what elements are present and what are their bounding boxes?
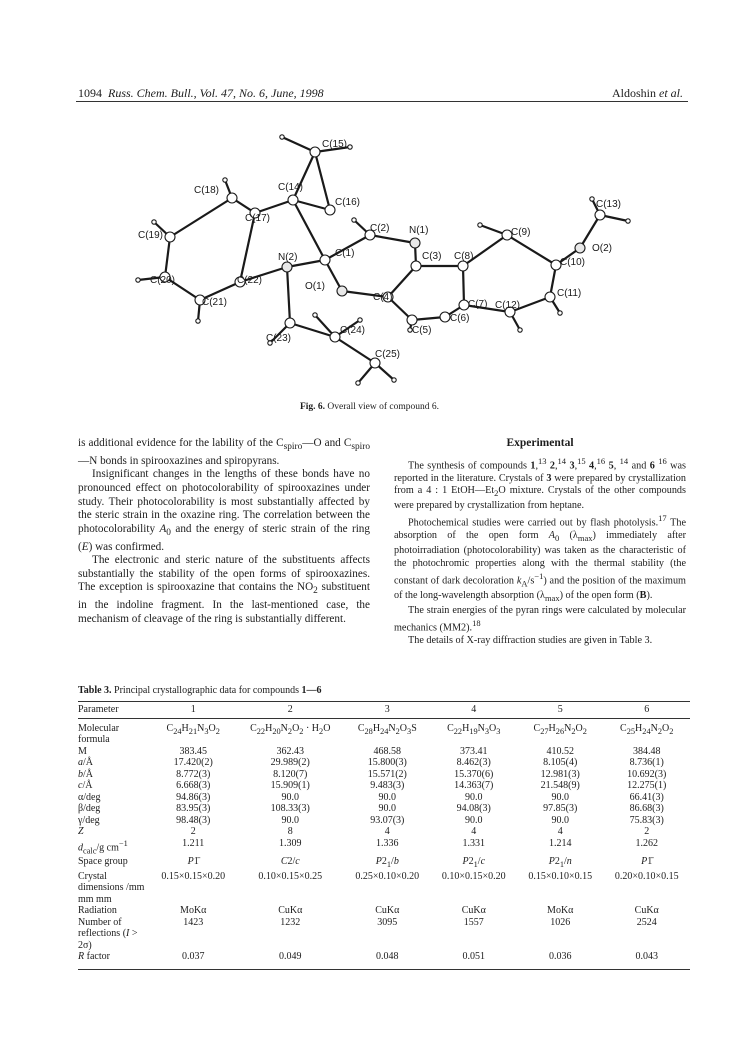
table-row [78,792,690,804]
table-cell-value: 2 [644,826,650,837]
table-cell-value: MoKα [547,905,574,917]
table-cell-value: 4 [557,826,563,837]
header-rule [76,101,688,102]
atom-label: C(20) [150,275,176,286]
table-cell-value: $C_{24}H_{21}N_3O_2$ [166,722,220,736]
atom-c14 [288,195,298,205]
atom-c11 [545,292,555,302]
table-cell-value: 1.262 [635,837,658,849]
atom-label: C(6) [450,313,470,324]
table-cell-value: $P2_1/c$ [462,856,486,870]
hydrogen-atom [136,278,140,282]
atom-label: C(3) [422,251,442,262]
table-cell-parameter: Molecular formula [78,722,120,745]
table-header-parameter: Parameter [78,702,150,719]
table-row [78,951,690,969]
table-cell-value: 1423 [183,916,204,928]
atom-label: C(4) [373,292,393,303]
table-cell-value: $C_{22}H_{20}N_2O_2 \cdot H_2O$ [250,722,331,736]
table-cell-value: 1557 [463,916,484,928]
table-cell-parameter: R factor [78,951,150,969]
table-cell-value: 1.331 [462,837,486,849]
table-row [78,871,690,906]
bond-line [335,337,375,363]
table-cell-value: 83.95(3) [176,803,211,814]
table-cell-value: 86.68(3) [629,803,664,814]
table-cell-value: 2524 [636,916,657,928]
table-cell-value: 29.989(2) [270,757,310,768]
experimental-heading: Experimental [506,437,574,449]
hydrogen-atom [348,145,352,149]
table-cell-value: $C_{22}H_{19}N_3O_3$ [447,722,501,736]
hydrogen-atom [358,318,362,322]
table-cell-value: C2/c [280,856,300,868]
table-row [78,917,690,952]
table-cell-value: 0.051 [431,951,517,969]
table-row [78,826,690,838]
table-cell-parameter: $d_{calc}/g$ $cm^{-1}$ [78,838,128,855]
hydrogen-atom [223,178,227,182]
table-cell-value: 90.0 [465,791,483,803]
atom-label: C(2) [370,223,390,234]
atom-o2 [575,243,585,253]
table-cell-value: 0.20×0.10×0.15 [614,870,679,882]
hydrogen-atom [313,313,317,317]
table-cell-value: 94.08(3) [456,803,491,814]
crystallographic-data-table [78,701,690,970]
table-cell-parameter: c/Å [78,780,93,791]
table-header-compound-3: 3 [344,702,430,719]
table-cell-value: 90.0 [378,791,397,803]
table-header-row [78,702,690,719]
atom-c6 [440,312,450,322]
table-cell-value: 17.420(2) [173,757,213,768]
table-row [78,815,690,827]
table-cell-parameter: β/deg [78,803,101,814]
atom-c13 [595,210,605,220]
table-header-compound-1: 1 [150,702,236,719]
table-row [78,746,690,758]
table-cell-value: 15.370(6) [454,768,494,780]
atom-c19 [165,232,175,242]
table-cell-value: 0.15×0.15×0.20 [161,870,226,882]
left-paragraph-3: The electronic and steric nature of the substituents affects substantially the stability of the open forms of spirooxazines. The exception is spirooxazine that contains the $NO_2$ substituent in the indoline fragment. In the last-mentioned case, the mechanism of cleavage of the ring is substantially different. [78,554,371,625]
table-cell-value: 8.120(7) [273,768,308,780]
table-cell-value: 0.043 [603,951,690,969]
table-cell-value: 468.58 [373,745,402,757]
table-row [78,838,690,857]
atom-label: O(2) [592,243,612,254]
table-cell-value: 373.41 [460,745,488,757]
atom-n1 [410,238,420,248]
table-cell-parameter: Space group [78,856,128,868]
atom-c8 [458,261,468,271]
table-cell-value: CuKα [461,905,486,917]
hydrogen-atom [280,135,284,139]
atom-o1 [337,286,347,296]
right-column [394,437,686,648]
table-cell-value: 15.909(1) [270,780,310,791]
table-cell-value: 8.462(3) [456,757,491,768]
table-cell-value: 75.83(3) [629,814,664,826]
table-cell-value: 10.692(3) [627,768,667,780]
table-cell-value: 1.336 [376,837,399,849]
atom-label: C(16) [335,197,361,208]
running-author: Aldoshin et al. [611,86,683,100]
table-cell-parameter: Crystal dimensions /mm mm mm [78,870,145,905]
atom-c16 [325,205,335,215]
table-cell-value: 90.0 [378,803,397,814]
table-cell-value: 1.211 [182,837,205,849]
atom-label: C(11) [557,288,582,299]
hydrogen-atom [478,223,482,227]
table-cell-value: 15.571(2) [367,768,407,780]
table-cell-value: 12.275(1) [627,780,667,791]
table-row [78,905,690,917]
table-cell-value: CuKα [375,905,400,917]
atom-c23 [285,318,295,328]
table-cell-value: P1̄ [641,856,653,868]
table-cell-value: 6.668(3) [176,780,211,791]
table-cell-value: 0.048 [344,951,430,969]
atom-label: C(10) [560,257,586,268]
table-cell-parameter: Z [78,826,84,837]
table-cell-value: 15.800(3) [367,757,407,768]
atom-label: C(5) [412,325,432,336]
table-cell-value: CuKα [278,905,303,917]
bond-line [165,237,170,277]
atom-label: C(7) [468,299,488,310]
table-cell-value: 0.25×0.10×0.20 [355,870,420,882]
table-cell-value: $C_{27}H_{26}N_2O_2$ [533,722,587,736]
table-cell-value: 1232 [280,916,301,928]
figure-caption-label: Fig. 6. [299,402,326,412]
bond-line [170,198,232,237]
atom-label: C(21) [202,297,228,308]
bond-line [255,200,293,213]
molecule-structure-figure [130,125,640,390]
table-caption-label: Table 3. [78,685,112,696]
right-paragraph-3: The strain energies of the pyran rings were calculated by molecular mechanics (MM2).$^{18}$ [394,604,686,634]
table-header-compound-4: 4 [431,702,517,719]
table-row [78,803,690,815]
atom-label: O(1) [305,281,325,292]
table-cell-value: $P2_1/b$ [375,856,399,870]
table-cell-value: 0.10×0.15×0.20 [441,870,506,882]
right-paragraph-1: The synthesis of compounds 1,13 2,14 3,15 4,16 5, $^{14}$ and 6 $^{16}$ was reported in the literature. Crystals of 3 were prepared by crystallization from a 4 : 1 $EtOH—Et_2O$ mixture. Crystals of the other compounds were prepared by crystallization from heptane. [394,455,686,511]
page-number: 1094 [78,86,102,100]
left-paragraph-2: Insignificant changes in the lengths of these bonds have no pronounced effect on photocolorability of spirooxazines under study. Their photocolorability is most substantially affected by the steric strain in the oxazine ring. The correlation between the photocolorability $A_0$ and the energy of steric strain of the ring (E) was confirmed. [78,468,370,553]
hydrogen-atom [392,378,396,382]
table-cell-value: $C_{28}H_{24}N_2O_3S$ [357,722,417,736]
atom-label: C(1) [335,248,355,259]
hydrogen-atom [352,218,356,222]
table-cell-value: $C_{25}H_{24}N_2O_2$ [620,722,674,736]
figure-caption-text: Overall view of compound 6. [327,402,440,412]
figure-caption [0,402,739,412]
atom-label: C(15) [322,139,348,150]
table-cell-value: 66.41(3) [629,791,664,803]
table-cell-value: 383.45 [179,745,207,757]
hydrogen-atom [590,197,594,201]
right-paragraph-4: The details of X-ray diffraction studies are given in Table 3. [408,635,653,647]
atom-label: C(12) [495,300,521,311]
table-header-compound-5: 5 [517,702,603,719]
table-cell-parameter: M [78,745,87,757]
atom-label: C(22) [237,275,263,286]
table-header-compound-6: 6 [603,702,690,719]
bond-line [463,266,464,305]
atom-c18 [227,193,237,203]
atom-label: C(17) [245,213,271,224]
table-cell-value: 0.15×0.10×0.15 [528,870,593,882]
atom-label: C(8) [454,251,474,262]
hydrogen-atom [196,319,200,323]
table-cell-value: CuKα [634,905,659,917]
bond-line [507,235,556,265]
table-cell-parameter: Radiation [78,905,117,917]
table-cell-value: P1̄ [187,856,199,868]
atom-label: N(2) [278,252,298,263]
table-cell-value: 410.52 [546,745,574,757]
table-cell-value: 90.0 [465,814,483,826]
atom-c3 [411,261,421,271]
table-cell-parameter: a/Å [78,757,93,768]
table-cell-value: 14.363(7) [454,780,494,791]
table-body [78,718,690,969]
table-cell-value: 0.036 [517,951,603,969]
table-cell-value: 9.483(3) [370,780,405,791]
table-row [78,780,690,792]
atom-label: C(23) [266,333,292,344]
table-cell-value: 93.07(3) [370,814,405,826]
table-cell-value: 0.037 [150,951,236,969]
atom-label: N(1) [409,225,429,236]
table-cell-value: 98.48(3) [176,814,211,826]
table-cell-value: 8 [287,826,293,837]
table-cell-value: $P2_1/n$ [548,856,572,870]
table-cell-value: 0.049 [236,951,344,969]
atom-label: C(24) [340,325,366,336]
atom-c24 [330,332,340,342]
hydrogen-atom [558,311,562,315]
atom-c5 [407,315,417,325]
table-cell-value: 362.43 [276,745,305,757]
table-cell-value: 8.105(4) [543,757,578,768]
atom-c1 [320,255,330,265]
table-cell-parameter: γ/deg [78,814,100,826]
bond-line [287,267,290,323]
table-cell-value: 90.0 [551,814,569,826]
table-cell-value: 90.0 [281,791,300,803]
table-cell-value: 0.10×0.15×0.25 [258,870,323,882]
table-cell-value: 4 [384,826,390,837]
table-cell-parameter: Number of reflections (I > 2σ) [78,916,138,951]
atom-label: C(13) [596,199,622,210]
atom-n2 [282,262,292,272]
table-cell-value: 12.981(3) [540,768,580,780]
hydrogen-atom [626,219,630,223]
table-cell-value: MoKα [180,905,207,917]
table-cell-value: 3095 [377,916,398,928]
table-cell-value: 384.48 [632,745,661,757]
table-cell-value: 8.736(1) [629,757,664,768]
table-cell-value: 21.548(9) [540,780,580,791]
hydrogen-atom [518,328,522,332]
right-paragraph-2: Photochemical studies were carried out by flash photolysis.$^{17}$ The absorption of the open form $A_0$ $(\lambda_{max})$ immediately after photoirradiation (photocolorability) was taken as the characteristic of the photochromic properties along with the thermal stability (the constant of dark decoloration $k_A/s^{-1}$) and the position of the maximum of the long-wavelength absorption $(\lambda_{max})$ of the open form (B). [394,513,686,604]
table-cell-value: 90.0 [551,791,569,803]
bond-line [370,235,415,243]
table-cell-value: 4 [471,826,477,837]
hydrogen-atom [356,381,360,385]
table-caption [78,685,321,696]
table-cell-value: 1.309 [279,837,302,849]
table-row [78,769,690,781]
atom-c15 [310,147,320,157]
table-cell-parameter: α/deg [78,791,101,803]
bond-line [293,200,325,260]
atom-label: C(9) [511,227,531,238]
table-row [78,856,690,871]
table-cell-value: 97.85(3) [543,803,578,814]
left-column [78,437,370,626]
table-cell-value: 2 [190,826,196,837]
atom-label: C(14) [278,182,304,193]
table-header-compound-2: 2 [236,702,344,719]
table-cell-value: 94.86(3) [176,791,211,803]
atom-label: C(19) [138,230,164,241]
journal-reference: Russ. Chem. Bull., Vol. 47, No. 6, June, 1998 [108,86,324,100]
left-paragraph-1: is additional evidence for the lability of the $C_{spiro}—O$ and $C_{spiro}—N$ bonds in spirooxazines and spiropyrans. [78,437,370,467]
atom-label: C(25) [375,349,401,360]
table-cell-value: 1.214 [548,837,572,849]
table-cell-value: 1026 [550,916,571,928]
table-cell-value: 8.772(3) [176,768,211,780]
table-cell-value: 90.0 [281,814,300,826]
bond-line [315,152,330,210]
hydrogen-atom [152,220,156,224]
table-cell-value: 108.33(3) [270,803,310,814]
table-row [78,757,690,769]
table-row [78,718,690,746]
table-caption-text: Principal crystallographic data for compounds 1—6 [114,685,322,696]
table-cell-parameter: b/Å [78,768,93,780]
atom-label: C(18) [194,185,220,196]
